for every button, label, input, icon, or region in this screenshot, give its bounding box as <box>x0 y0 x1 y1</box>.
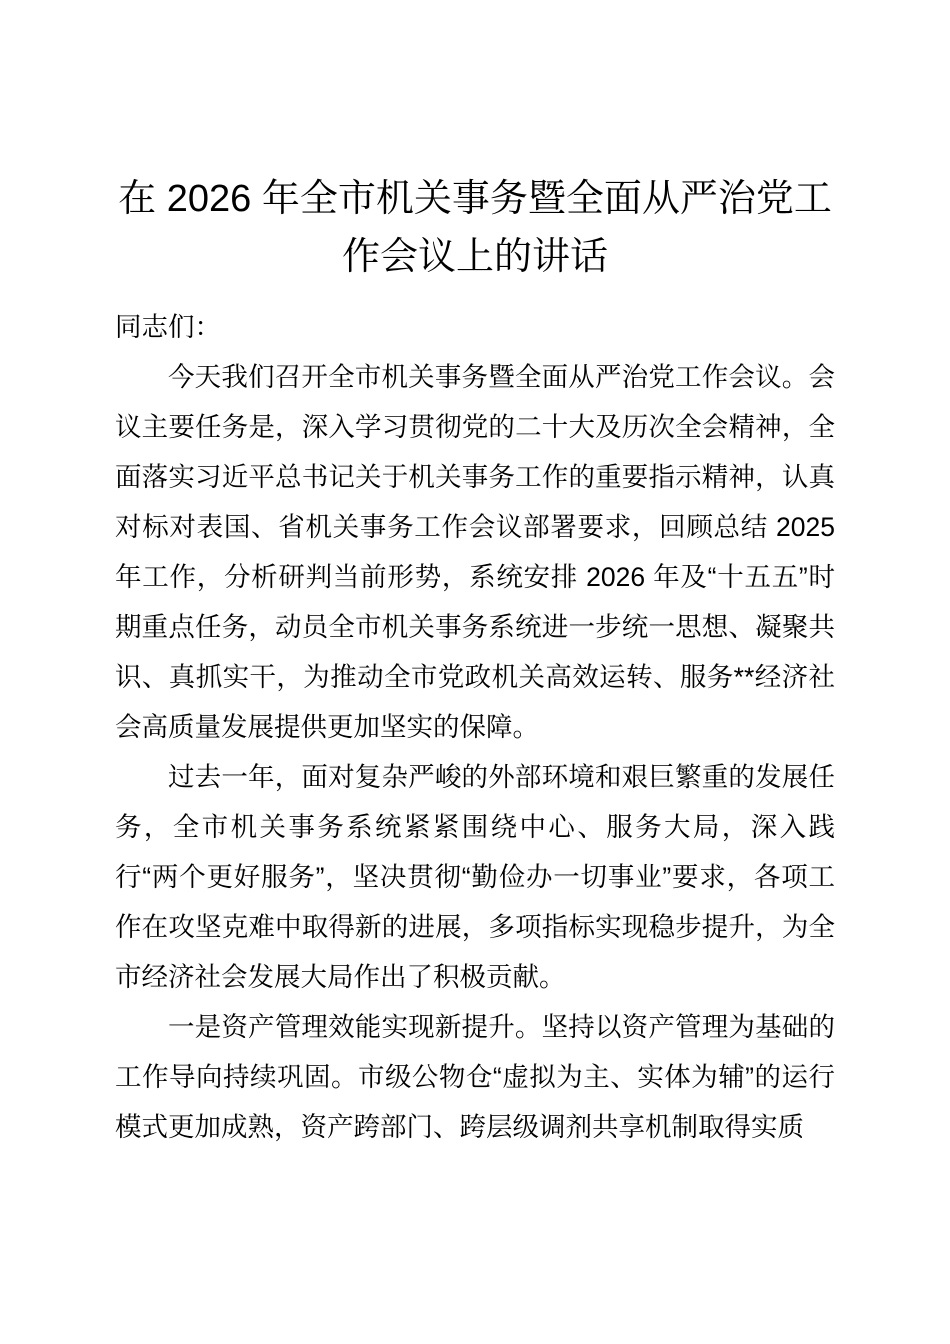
paragraph: 过去一年，面对复杂严峻的外部环境和艰巨繁重的发展任务，全市机关事务系统紧紧围绕中心、服务大局，深入践行“两个更好服务”，坚决贯彻“勤俭办一切事业”要求，各项工作在攻坚克难中取得新的进展，多项指标实现稳步提升，为全市经济社会发展大局作出了积极贡献。 <box>115 762 835 992</box>
salutation: 同志们： <box>115 312 221 342</box>
document-body <box>115 302 835 1152</box>
paragraph: 一是资产管理效能实现新提升。坚持以资产管理为基础的工作导向持续巩固。市级公物仓“虚拟为主、实体为辅”的运行模式更加成熟，资产跨部门、跨层级调剂共享机制取得实质 <box>115 1012 835 1142</box>
document-title: 在 2026 年全市机关事务暨全面从严治党工作会议上的讲话 <box>118 178 832 278</box>
paragraph: 今天我们召开全市机关事务暨全面从严治党工作会议。会议主要任务是，深入学习贯彻党的二十大及历次全会精神，全面落实习近平总书记关于机关事务工作的重要指示精神，认真对标对表国、省机关事务工作会议部署要求，回顾总结 2025 年工作，分析研判当前形势，系统安排 2026 年及“十五五”时期重点任务，动员全市机关事务系统进一步统一思想、凝聚共识、真抓实干，为推动全市党政机关高效运转、服务**经济社会高质量发展提供更加坚实的保障。 <box>115 362 835 742</box>
